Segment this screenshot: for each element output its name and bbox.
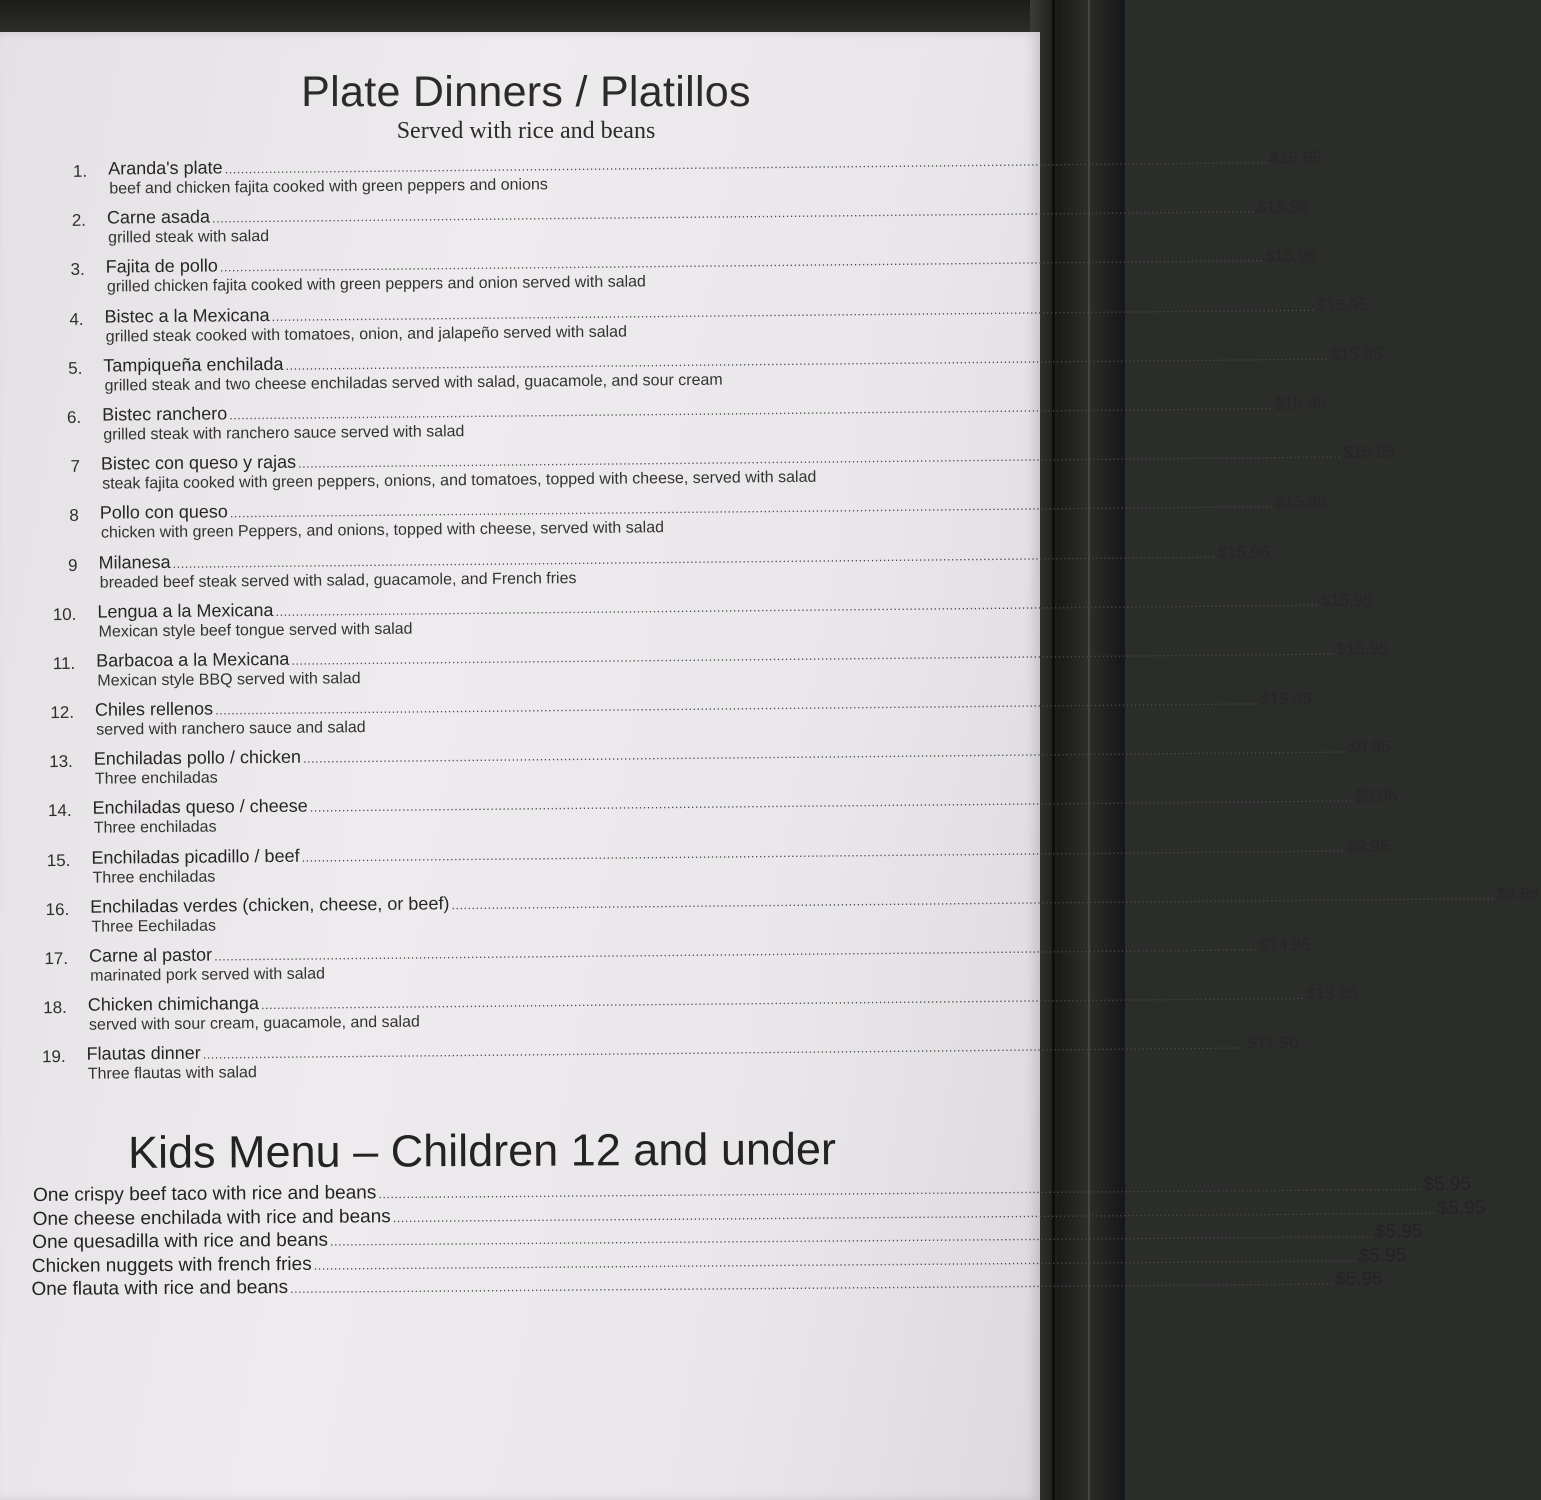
dish-number: 6. <box>66 407 82 427</box>
dish-name: Fajita de pollo <box>105 255 218 277</box>
dish-description: grilled steak with salad <box>108 228 270 247</box>
dish-number: 8 <box>69 506 79 526</box>
dish-line <box>96 639 1389 671</box>
dish-number: 11. <box>52 653 76 673</box>
dish-line <box>100 442 1396 474</box>
dish-number: 1. <box>72 161 88 181</box>
dish-number: 17. <box>44 948 69 969</box>
dish-name: Pollo con queso <box>99 501 228 523</box>
dish-line <box>93 737 1391 770</box>
dish-line <box>88 935 1312 967</box>
dish-description: Three enchiladas <box>94 769 218 788</box>
dish-number: 9 <box>68 555 78 575</box>
dish-line <box>92 786 1398 820</box>
kids-item-price: $5.95 <box>1358 1244 1407 1267</box>
dish-line <box>91 835 1390 869</box>
dot-leader: .................................................................................................................................................................................................................................................................... <box>202 1037 1246 1063</box>
dish-description: grilled steak and two cheese enchiladas served with salad, guacamole, and sour cream <box>104 371 723 395</box>
dish-line <box>86 1033 1299 1066</box>
dish-description: breaded beef steak served with salad, guacamole, and French fries <box>99 569 577 592</box>
dish-price: $15.95 <box>1259 689 1313 709</box>
dish-name: Enchiladas picadillo / beef <box>91 845 300 868</box>
dot-leader: .................................................................................................................................................................................................................................................................... <box>291 642 1335 668</box>
dish-number: 3. <box>70 260 85 280</box>
dish-description: grilled chicken fajita cooked with green peppers and onion served with salad <box>106 273 646 296</box>
dish-description: Mexican style beef tongue served with salad <box>98 620 413 641</box>
dish-name: Milanesa <box>98 551 171 573</box>
dot-leader: .................................................................................................................................................................................................................................................................... <box>290 1273 1334 1297</box>
dish-number: 16. <box>45 899 70 919</box>
dish-number: 19. <box>41 1047 66 1067</box>
dish-number: 14. <box>47 801 72 821</box>
dish-name: Enchiladas queso / cheese <box>92 796 308 819</box>
dish-description: served with ranchero sauce and salad <box>96 719 366 739</box>
dish-price: $15.95 <box>1320 590 1373 610</box>
dish-number: 7 <box>70 456 81 477</box>
dot-leader: .................................................................................................................................................................................................................................................................... <box>219 249 1263 275</box>
kids-item-name: One flauta with rice and beans <box>31 1277 289 1301</box>
dish-line <box>105 246 1317 278</box>
kids-item-name: One quesadilla with rice and beans <box>32 1229 329 1254</box>
dish-number: 4. <box>69 309 84 329</box>
dot-leader: .................................................................................................................................................................................................................................................................... <box>224 151 1268 177</box>
menu-title: Plate Dinners / Platillos <box>301 68 751 116</box>
dish-number: 15. <box>46 850 71 870</box>
dish-name: Chicken chimichanga <box>87 993 259 1015</box>
dot-leader: .................................................................................................................................................................................................................................................................... <box>211 200 1256 226</box>
dot-leader: .................................................................................................................................................................................................................................................................... <box>229 495 1273 521</box>
kids-item-name: One cheese enchilada with rice and beans <box>32 1205 391 1230</box>
dot-leader: .................................................................................................................................................................................................................................................................... <box>301 839 1345 865</box>
dish-name: Bistec con queso y rajas <box>100 451 297 474</box>
dish-price: $15.95 <box>1330 344 1383 364</box>
dish-price: $9.95 <box>1346 835 1390 856</box>
dish-price: $14.95 <box>1259 935 1312 955</box>
kids-menu-title: Kids Menu – Children 12 and under <box>127 1123 837 1178</box>
dish-description: Mexican style BBQ served with salad <box>97 670 361 690</box>
dish-price: $15.95 <box>1274 393 1327 414</box>
dish-name: Chiles rellenos <box>94 698 214 720</box>
dish-price: $13.95 <box>1305 983 1359 1004</box>
dot-leader: .................................................................................................................................................................................................................................................................... <box>329 1225 1374 1249</box>
dot-leader: .................................................................................................................................................................................................................................................................... <box>298 445 1342 471</box>
dish-description: steak fajita cooked with green peppers, onions, and tomatoes, topped with cheese, served with salad <box>102 468 817 493</box>
dish-price: $15.95 <box>1264 246 1317 266</box>
dot-leader: .................................................................................................................................................................................................................................................................... <box>285 347 1329 373</box>
dish-line <box>106 197 1310 228</box>
dish-description: Three flautas with salad <box>87 1064 257 1084</box>
dish-description: grilled steak cooked with tomatoes, onion, and jalapeño served with salad <box>105 323 628 346</box>
dot-leader: .................................................................................................................................................................................................................................................................... <box>260 987 1305 1013</box>
plate-dinner-list <box>0 146 1540 1091</box>
dish-description: Three Eechiladas <box>91 917 217 936</box>
dish-line <box>97 590 1373 622</box>
dish-line <box>103 344 1383 376</box>
dish-price: $15.95 <box>1343 442 1396 462</box>
dot-leader: .................................................................................................................................................................................................................................................................... <box>214 692 1259 718</box>
dish-name: Bistec a la Mexicana <box>104 304 270 327</box>
dish-description: marinated pork served with salad <box>90 965 326 985</box>
dish-line <box>94 689 1313 720</box>
dish-line <box>87 983 1359 1016</box>
dish-number: 2. <box>71 210 87 231</box>
kids-item-price: $5.95 <box>1374 1221 1423 1243</box>
dot-leader: .................................................................................................................................................................................................................................................................... <box>214 938 1258 964</box>
dish-description: grilled steak with ranchero sauce served with salad <box>103 423 465 444</box>
dot-leader: .................................................................................................................................................................................................................................................................... <box>378 1178 1422 1202</box>
dot-leader: .................................................................................................................................................................................................................................................................... <box>229 397 1273 423</box>
dish-number: 13. <box>49 752 73 772</box>
dot-leader: .................................................................................................................................................................................................................................................................... <box>451 887 1495 913</box>
dish-name: Bistec ranchero <box>102 403 228 425</box>
dish-line <box>104 295 1369 327</box>
dish-line <box>108 147 1322 179</box>
dish-price: $15.95 <box>1269 147 1322 168</box>
dish-name: Enchiladas pollo / chicken <box>93 746 302 769</box>
dish-name: Barbacoa a la Mexicana <box>96 648 290 671</box>
dish-price: $15.95 <box>1274 492 1327 512</box>
dish-name: Carne al pastor <box>88 944 213 966</box>
dish-description: Three enchiladas <box>92 868 216 887</box>
dish-price: $15.95 <box>1336 639 1389 659</box>
kids-item-name: One crispy beef taco with rice and beans <box>32 1182 377 1206</box>
dish-number: 5. <box>68 358 83 378</box>
menu-subtitle: Served with rice and beans <box>396 118 656 144</box>
dot-leader: .................................................................................................................................................................................................................................................................... <box>313 1249 1357 1273</box>
dish-description: Three enchiladas <box>93 818 217 838</box>
dish-description: beef and chicken fajita cooked with green peppers and onions <box>109 176 548 198</box>
dish-number: 12. <box>50 702 75 723</box>
kids-item-name: Chicken nuggets with french fries <box>31 1253 312 1277</box>
dish-price: $15.95 <box>1316 295 1369 315</box>
kids-item-price: $5.95 <box>1423 1173 1471 1196</box>
dish-description: chicken with green Peppers, and onions, topped with cheese, served with salad <box>100 519 665 542</box>
dish-name: Aranda's plate <box>108 157 223 179</box>
dish-description: served with sour cream, guacamole, and salad <box>88 1013 420 1034</box>
kids-item-price: $5.95 <box>1437 1197 1486 1219</box>
dish-number: 10. <box>52 604 77 624</box>
dish-price: $9.95 <box>1347 737 1391 757</box>
dish-name: Flautas dinner <box>86 1043 201 1065</box>
dish-line <box>98 541 1270 573</box>
dish-price: $15.95 <box>1256 197 1310 217</box>
dot-leader: .................................................................................................................................................................................................................................................................... <box>275 593 1319 619</box>
dot-leader: .................................................................................................................................................................................................................................................................... <box>172 545 1216 571</box>
dish-price: $11.50 <box>1247 1033 1299 1054</box>
dish-price: $15.95 <box>1217 541 1270 562</box>
dish-price: $9.95 <box>1354 786 1398 807</box>
dish-line <box>99 492 1327 523</box>
dot-leader: .................................................................................................................................................................................................................................................................... <box>392 1201 1436 1225</box>
dish-line <box>90 883 1540 918</box>
dot-leader: .................................................................................................................................................................................................................................................................... <box>271 298 1315 324</box>
dish-price: $9.95 <box>1496 883 1540 904</box>
dot-leader: .................................................................................................................................................................................................................................................................... <box>302 740 1347 766</box>
dish-number: 18. <box>43 998 67 1018</box>
dish-name: Carne asada <box>106 206 211 228</box>
dot-leader: .................................................................................................................................................................................................................................................................... <box>309 790 1353 816</box>
dish-name: Lengua a la Mexicana <box>97 599 274 622</box>
dish-name: Enchiladas verdes (chicken, cheese, or beef) <box>90 893 450 917</box>
dish-name: Tampiqueña enchilada <box>103 353 284 376</box>
dish-line <box>102 393 1327 425</box>
dish-row <box>9 1031 1299 1090</box>
kids-menu-list <box>0 1173 1486 1303</box>
kids-item-price: $5.95 <box>1335 1268 1383 1291</box>
